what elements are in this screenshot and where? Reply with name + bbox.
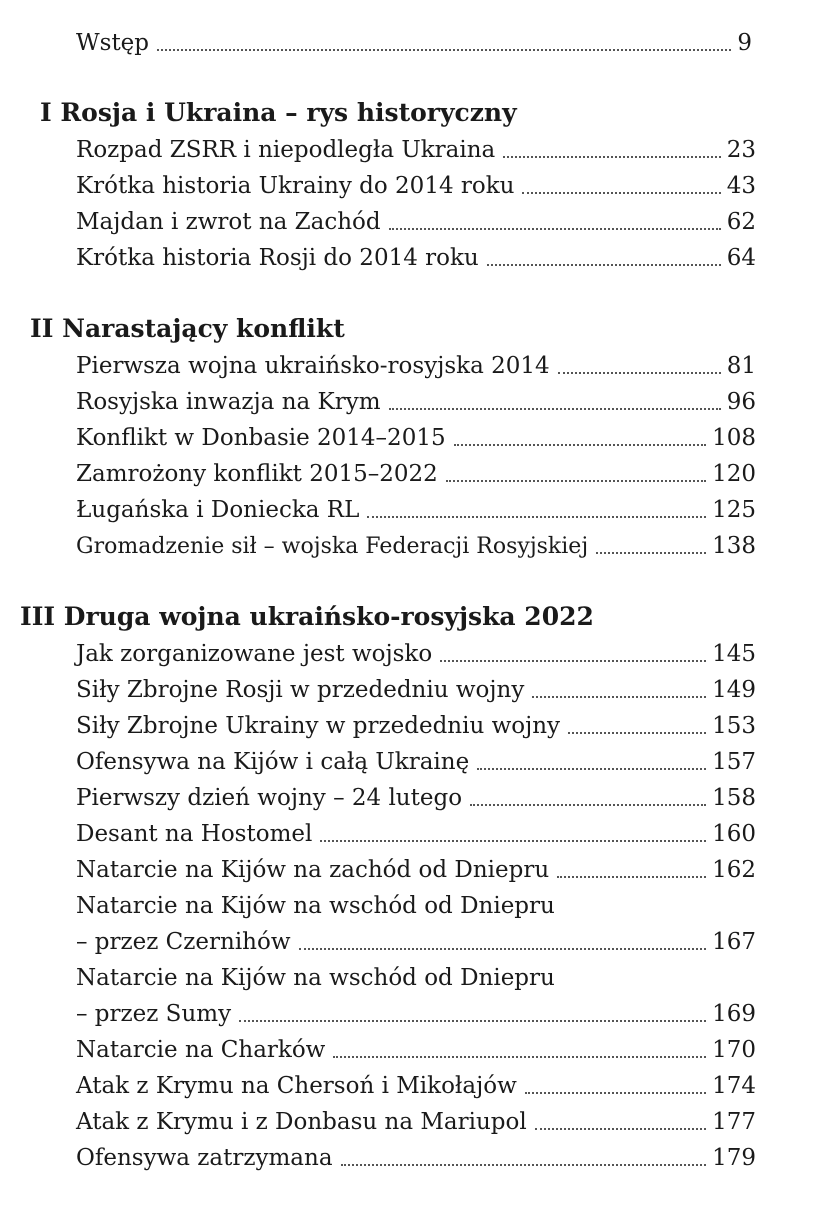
toc-entry[interactable] xyxy=(76,241,756,275)
dot-leader xyxy=(239,1020,706,1022)
toc-entry[interactable] xyxy=(76,1105,756,1139)
toc-entry[interactable] xyxy=(76,781,756,815)
dot-leader xyxy=(333,1056,706,1058)
toc-entry-title-line2: – przez Czernihów xyxy=(76,929,291,955)
toc-entry-title: Gromadzenie sił – wojska Federacji Rosyjskiej xyxy=(76,534,589,559)
toc-entry-page: 64 xyxy=(726,245,756,271)
dot-leader xyxy=(341,1164,707,1166)
toc-entry-title: Pierwszy dzień wojny – 24 lutego xyxy=(76,785,463,811)
toc-entry-title-line2: – przez Sumy xyxy=(76,1001,232,1027)
toc-entry-page: 153 xyxy=(712,713,756,739)
toc-entry-page: 125 xyxy=(712,497,756,523)
toc-entry-page: 9 xyxy=(737,30,752,56)
dot-leader xyxy=(522,192,720,194)
dot-leader xyxy=(503,156,720,158)
toc-entry[interactable] xyxy=(76,637,756,671)
toc-entry[interactable] xyxy=(76,745,756,779)
toc-entry[interactable] xyxy=(76,385,756,419)
toc-entry[interactable] xyxy=(76,133,756,167)
toc-entry[interactable] xyxy=(76,205,756,239)
toc-entry[interactable] xyxy=(76,997,756,1031)
toc-entry-page: 149 xyxy=(712,677,756,703)
dot-leader xyxy=(487,264,721,266)
toc-entry[interactable] xyxy=(76,709,756,743)
toc-entry-page: 162 xyxy=(712,857,756,883)
toc-entry[interactable] xyxy=(76,673,756,707)
dot-leader xyxy=(596,552,706,554)
toc-entry-title: Natarcie na Charków xyxy=(76,1037,326,1063)
toc-entry-title: Zamrożony konflikt 2015–2022 xyxy=(76,461,438,487)
dot-leader xyxy=(525,1092,706,1094)
toc-entry-title: Krótka historia Ukrainy do 2014 roku xyxy=(76,173,515,199)
dot-leader xyxy=(558,372,721,374)
toc-entry[interactable] xyxy=(76,349,756,383)
toc-entry-title: Wstęp xyxy=(76,30,150,56)
toc-entry-page: 43 xyxy=(726,173,756,199)
section-heading: II Narastający konflikt xyxy=(30,314,345,343)
toc-entry-title: Majdan i zwrot na Zachód xyxy=(76,209,381,235)
dot-leader xyxy=(454,444,706,446)
toc-entry[interactable] xyxy=(76,1069,756,1103)
toc-entry-title: Pierwsza wojna ukraińsko-rosyjska 2014 xyxy=(76,353,550,379)
dot-leader xyxy=(389,228,721,230)
dot-leader xyxy=(440,660,706,662)
toc-entry-title: Natarcie na Kijów na zachód od Dniepru xyxy=(76,857,550,883)
toc-entry-title: Siły Zbrojne Rosji w przededniu wojny xyxy=(76,677,525,703)
toc-entry-title: Ługańska i Doniecka RL xyxy=(76,497,360,523)
dot-leader xyxy=(532,696,706,698)
toc-entry-page: 160 xyxy=(712,821,756,847)
toc-entry-page: 81 xyxy=(726,353,756,379)
toc-entry-title: Konflikt w Donbasie 2014–2015 xyxy=(76,425,446,451)
toc-entry-title: Rozpad ZSRR i niepodległa Ukraina xyxy=(76,137,496,163)
dot-leader xyxy=(557,876,706,878)
toc-entry-page: 108 xyxy=(712,425,756,451)
dot-leader xyxy=(367,516,706,518)
toc-entry-title: Ofensywa na Kijów i całą Ukrainę xyxy=(76,749,470,775)
toc-entry-page: 174 xyxy=(712,1073,756,1099)
toc-entry-title: Krótka historia Rosji do 2014 roku xyxy=(76,245,479,271)
toc-entry-title: Atak z Krymu i z Donbasu na Mariupol xyxy=(76,1109,527,1135)
toc-entry-title: Atak z Krymu na Chersoń i Mikołajów xyxy=(76,1073,517,1099)
toc-entry-title: Rosyjska inwazja na Krym xyxy=(76,389,381,415)
toc-entry-page: 157 xyxy=(712,749,756,775)
dot-leader xyxy=(477,768,706,770)
toc-entry-title: Jak zorganizowane jest wojsko xyxy=(76,641,433,667)
toc-entry-title: Ofensywa zatrzymana xyxy=(76,1145,333,1171)
toc-entry-title: Siły Zbrojne Ukrainy w przededniu wojny xyxy=(76,713,561,739)
toc-entry-page: 145 xyxy=(712,641,756,667)
toc-entry[interactable] xyxy=(76,853,756,887)
toc-entry-page: 167 xyxy=(712,929,756,955)
toc-entry-page: 23 xyxy=(726,137,756,163)
toc-entry-page: 179 xyxy=(712,1145,756,1171)
toc-entry-page: 138 xyxy=(712,533,756,559)
toc-entry[interactable] xyxy=(76,925,756,959)
dot-leader xyxy=(389,408,721,410)
toc-entry-page: 170 xyxy=(712,1037,756,1063)
toc-entry-intro[interactable] xyxy=(76,26,752,60)
toc-entry-page: 96 xyxy=(726,389,756,415)
toc-entry-page: 177 xyxy=(712,1109,756,1135)
toc-entry[interactable] xyxy=(76,529,756,563)
toc-entry[interactable] xyxy=(76,421,756,455)
dot-leader xyxy=(299,948,707,950)
dot-leader xyxy=(446,480,706,482)
toc-entry-page: 169 xyxy=(712,1001,756,1027)
toc-entry-page: 120 xyxy=(712,461,756,487)
toc-entry[interactable] xyxy=(76,1141,756,1175)
toc-entry[interactable] xyxy=(76,169,756,203)
toc-entry[interactable] xyxy=(76,817,756,851)
dot-leader xyxy=(535,1128,706,1130)
toc-entry-title-line1[interactable]: Natarcie na Kijów na wschód od Dniepru xyxy=(76,893,555,919)
toc-entry-title: Desant na Hostomel xyxy=(76,821,313,847)
dot-leader xyxy=(157,49,731,51)
toc-entry[interactable] xyxy=(76,1033,756,1067)
section-heading: I Rosja i Ukraina – rys historyczny xyxy=(40,98,517,127)
section-heading: III Druga wojna ukraińsko-rosyjska 2022 xyxy=(20,602,594,631)
dot-leader xyxy=(320,840,706,842)
toc-entry-title-line1[interactable]: Natarcie na Kijów na wschód od Dniepru xyxy=(76,965,555,991)
toc-entry-page: 158 xyxy=(712,785,756,811)
toc-entry[interactable] xyxy=(76,457,756,491)
dot-leader xyxy=(470,804,706,806)
toc-entry-page: 62 xyxy=(726,209,756,235)
toc-entry[interactable] xyxy=(76,493,756,527)
dot-leader xyxy=(568,732,706,734)
